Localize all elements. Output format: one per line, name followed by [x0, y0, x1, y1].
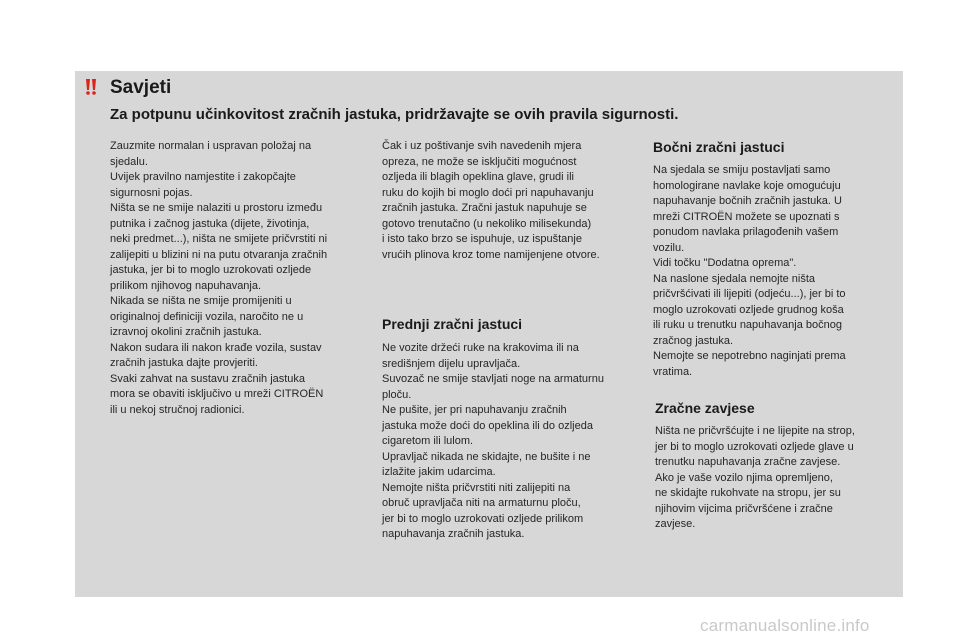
warning-icon: [82, 78, 100, 96]
side-airbags-heading: Bočni zračni jastuci: [653, 139, 785, 155]
front-airbags-text: Ne vozite držeći ruke na krakovima ili na središnjem dijelu upravljača. Suvozač ne smije stavljati noge na armaturnu ploču. Ne pušite, jer pri napuhavanju zračnih jastuka može doći do opeklina ili do ozljeda cigaretom ili lulom. Upravljač nikada ne skidajte, ne bušite i ne izlažite jakim udarcima. Nemojte ništa pričvrstiti niti zalijepiti na obruč upravljača niti na armaturnu ploču, jer bi to moglo uzrokovati ozljede prilikom napuhavanja zračnih jastuka.: [382, 342, 604, 540]
section-subtitle: Za potpunu učinkovitost zračnih jastuka, pridržavajte se ovih pravila sigurnosti.: [110, 106, 679, 123]
general-safety-text: Zauzmite normalan i uspravan položaj na sjedalu. Uvijek pravilno namjestite i zakopčajte sigurnosni pojas. Ništa se ne smije nalaziti u prostoru između putnika i začnog jastuka (dijete, životinja, neki predmet...), ništa ne smijete pričvrstiti ni zalijepiti u blizini ni na putu otvaranja zračnih jastuka, jer bi to moglo uzrokovati ozljede prilikom njihovog napuhavanja. Nikada se ništa ne smije promijeniti u originalnoj definiciji vozila, naročito ne u izravnoj okolini zračnih jastuka. Nakon sudara ili nakon krađe vozila, sustav zračnih jastuka dajte provjeriti. Svaki zahvat na sustavu zračnih jastuka mora se obaviti isključivo u mreži CITROËN ili u nekoj stručnoj radionici.: [110, 140, 328, 416]
curtain-airbags-heading: Zračne zavjese: [655, 400, 755, 416]
injury-warning-text: Čak i uz poštivanje svih navedenih mjera opreza, ne može se isključiti mogućnost ozljeda ili blagih opeklina glave, grudi ili ruku do kojih bi moglo doći pri napuhavanju zračnih jastuka. Zračni jastuk napuhuje se gotovo trenutačno (u nekoliko milisekunda) i isto tako brzo se ispuhuje, uz ispuštanje vrućih plinova kroz tome namijenjene otvore.: [382, 140, 600, 261]
front-airbags-heading: Prednji zračni jastuci: [382, 316, 523, 332]
section-title: Savjeti: [110, 77, 172, 98]
curtain-airbags-text: Ništa ne pričvršćujte i ne lijepite na strop, jer bi to moglo uzrokovati ozljede glave u trenutku napuhavanja zračne zavjese. Ako je vaše vozilo njima opremljeno, ne skidajte rukohvate na stropu, jer su njihovim vijcima pričvršćene i zračne zavjese.: [655, 425, 855, 530]
side-airbags-text: Na sjedala se smiju postavljati samo homologirane navlake koje omogućuju napuhavanje bočnih zračnih jastuka. U mreži CITROËN možete se upoznati s ponudom navlaka prilagođenih vašem vozilu. Vidi točku "Dodatna oprema". Na naslone sjedala nemojte ništa pričvršćivati ili lijepiti (odjeću...), jer bi to moglo uzrokovati ozljede grudnog koša ili ruku u trenutku napuhavanja bočnog zračnog jastuka. Nemojte se nepotrebno naginjati prema vratima.: [653, 164, 846, 378]
watermark: carmanualsonline.info: [700, 616, 870, 635]
